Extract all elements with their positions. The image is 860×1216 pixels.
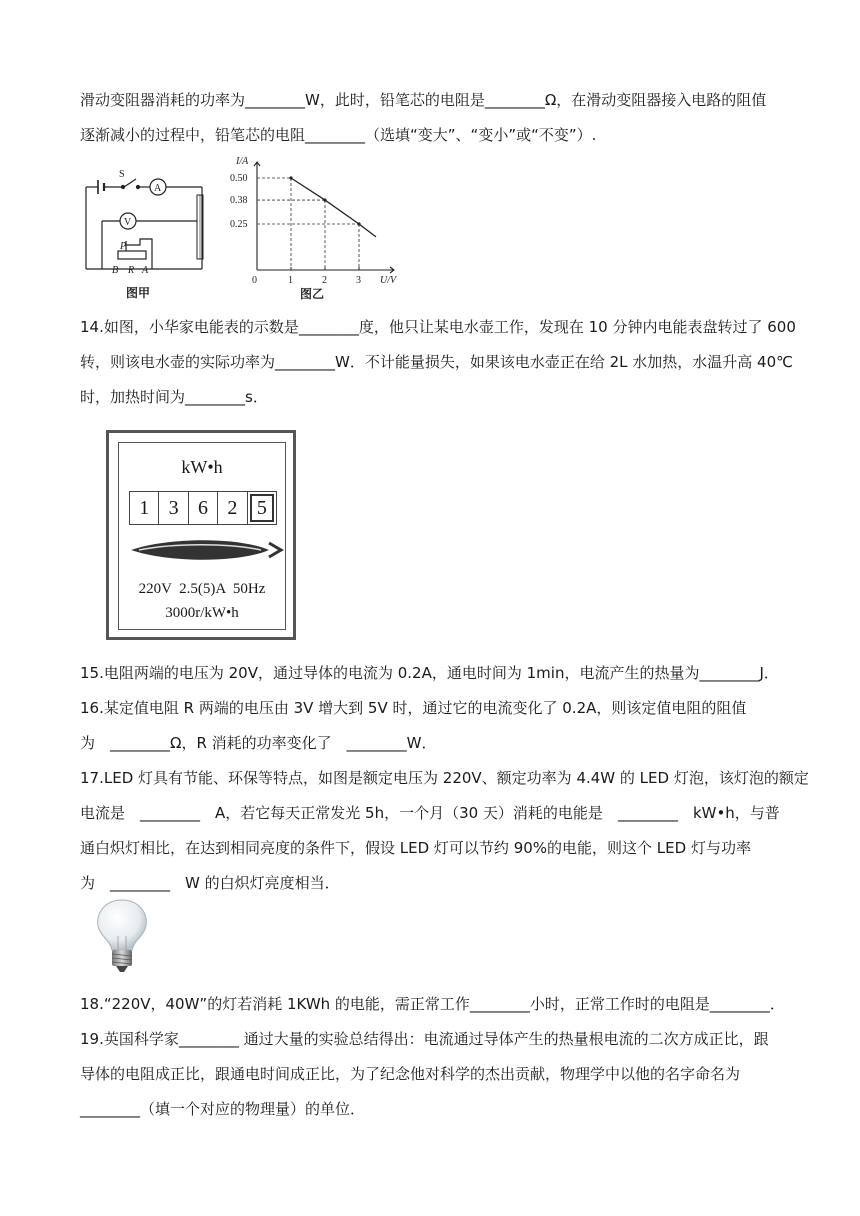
rheostat-label-b: B xyxy=(112,265,119,276)
meter-digit-row xyxy=(129,491,277,525)
question-19-line-1: 19.英国科学家________ 通过大量的实验总结得出：电流通过导体产生的热量根电流的二次方成正比，跟 xyxy=(80,1030,769,1048)
rheostat-label-r: R xyxy=(128,265,135,276)
x-tick-label: 3 xyxy=(356,275,361,286)
slider-label: P xyxy=(120,241,127,252)
ammeter-label: A xyxy=(154,183,162,194)
question-16-line-1: 16.某定值电阻 R 两端的电压由 3V 增大到 5V 时，通过它的电流变化了 0.2A，则该定值电阻的阻值 xyxy=(80,699,747,717)
question-19-line-2: 导体的电阻成正比，跟通电时间成正比，为了纪念他对科学的杰出贡献，物理学中以他的名字命名为 xyxy=(80,1065,741,1083)
x-tick-label: 2 xyxy=(322,275,327,286)
circuit-diagram xyxy=(82,165,212,305)
y-tick-label: 0.25 xyxy=(230,219,248,230)
voltmeter-label: V xyxy=(124,217,132,228)
question-17-line-3: 通白炽灯相比，在达到相同亮度的条件下，假设 LED 灯可以节约 90%的电能，则这个 LED 灯与功率 xyxy=(80,839,751,857)
question-14-line-3: 时，加热时间为________s． xyxy=(80,388,268,406)
origin-label: 0 xyxy=(252,275,257,286)
question-14-line-1: 14.如图，小华家电能表的示数是________度，他只让某电水壶工作，发现在 10 分钟内电能表盘转过了 600 xyxy=(80,318,796,336)
meter-digit: 6 xyxy=(189,492,218,524)
question-17-line-1: 17.LED 灯具有节能、环保等特点，如图是额定电压为 220V、额定功率为 4.4W 的 LED 灯泡，该灯泡的额定 xyxy=(80,769,809,787)
x-tick-label: 1 xyxy=(288,275,293,286)
data-point xyxy=(323,198,326,201)
rheostat-label-a: A xyxy=(142,265,149,276)
meter-digit: 3 xyxy=(159,492,188,524)
switch-label: S xyxy=(119,169,125,180)
meter-unit: kW•h xyxy=(181,457,223,477)
question-17-line-4: 为 ________ W 的白炽灯亮度相当． xyxy=(80,874,340,892)
meter-digit-last: 5 xyxy=(250,494,274,522)
data-point xyxy=(357,222,360,225)
question-15: 15.电阻两端的电压为 20V，通过导体的电流为 0.2A，通电时间为 1min，电流产生的热量为________J． xyxy=(80,664,779,682)
text-line-2: 逐渐减小的过程中，铅笔芯的电阻________（选填“变大”、“变小”或“不变”）. xyxy=(80,126,597,144)
meter-constant: 3000r/kW•h xyxy=(165,605,239,621)
meter-rating: 220V 2.5(5)A 50Hz xyxy=(138,581,266,597)
graph-caption: 图乙 xyxy=(300,287,325,301)
meter-digit: 1 xyxy=(130,492,159,524)
question-14-line-2: 转，则该电水壶的实际功率为________W．不计能量损失，如果该电水壶正在给 2L 水加热，水温升高 40℃ xyxy=(80,353,793,371)
question-16-line-2: 为 ________Ω，R 消耗的功率变化了 ________W． xyxy=(80,734,437,752)
y-tick-label: 0.38 xyxy=(230,195,248,207)
meter-dial-arrow-icon xyxy=(119,535,285,565)
y-axis-label: I/A xyxy=(236,156,249,167)
meter-digit: 2 xyxy=(218,492,247,524)
iu-curve xyxy=(291,178,376,237)
text-line-1: 滑动变阻器消耗的功率为________W，此时，铅笔芯的电阻是________Ω，在滑动变阻器接入电路的阻值 xyxy=(80,91,767,109)
light-bulb-icon xyxy=(92,896,152,976)
electricity-meter xyxy=(106,430,296,640)
question-17-line-2: 电流是 ________ A，若它每天正常发光 5h，一个月（30 天）消耗的电能是 ________ kW•h，与普 xyxy=(80,804,780,822)
circuit-caption: 图甲 xyxy=(126,286,151,300)
iu-graph xyxy=(222,152,402,302)
y-tick-label: 0.50 xyxy=(230,173,248,184)
question-19-line-3: ________（填一个对应的物理量）的单位． xyxy=(80,1100,366,1118)
x-axis-label: U/V xyxy=(380,275,397,286)
question-18: 18.“220V，40W”的灯若消耗 1KWh 的电能，需正常工作________小时，正常工作时的电阻是________． xyxy=(80,995,785,1013)
data-point xyxy=(289,176,292,179)
